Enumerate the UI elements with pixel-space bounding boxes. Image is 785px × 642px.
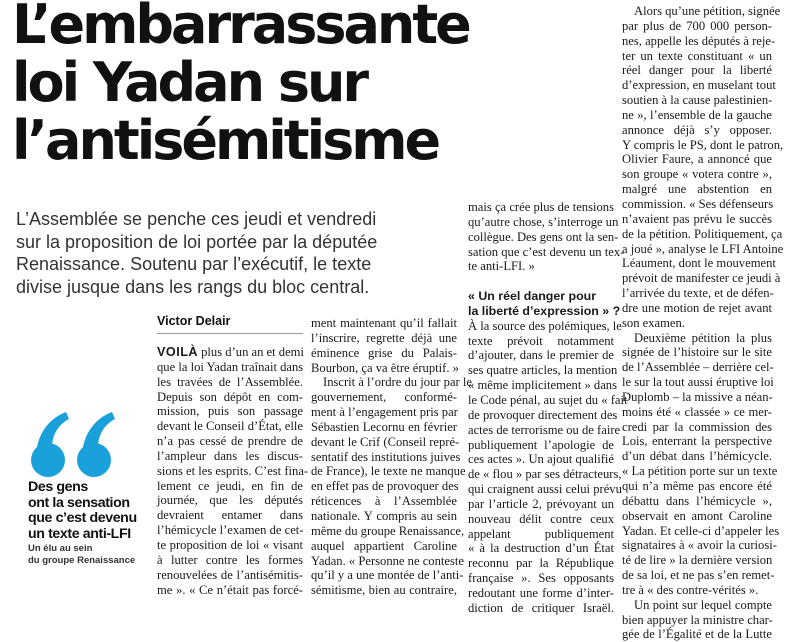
- article-line: [468, 274, 614, 289]
- article-line: té de lire » la dernière version: [622, 553, 773, 568]
- article-line: sions et les esprits. C’est fina-: [157, 463, 309, 478]
- article-line: auquel appartient Caroline: [311, 538, 457, 553]
- article-line: Léaument, dont le mouvement: [622, 256, 776, 271]
- subheading-line: la liberté d’expression » ?: [468, 303, 621, 318]
- standfirst-line: divise jusque dans les rangs du bloc central.: [16, 276, 370, 297]
- pull-quote-line: que c’est devenu: [28, 510, 137, 527]
- article-line: Duplomb – la missive a néan-: [622, 389, 773, 404]
- article-line: bien appuyer la ministre char-: [622, 612, 773, 627]
- pull-quote-line: ont la sensation: [28, 494, 130, 511]
- article-line: Yadan. Et celle-ci d’appeler les: [622, 523, 780, 538]
- article-line: ces actes ». Un ajout qualifié: [468, 452, 614, 467]
- article-line: sémitisme, bien au contraire,: [311, 583, 457, 598]
- article-line: nationale. Y compris au sein: [311, 508, 457, 523]
- article-line: son examen.: [622, 315, 685, 330]
- article-line: Olivier Faure, a annoncé que: [622, 152, 772, 167]
- article-line: nes, appelle les députés à reje-: [622, 33, 776, 48]
- article-line: par plus de 700 000 person-: [622, 18, 772, 33]
- article-line: ment à l’engagement pris par: [311, 405, 458, 420]
- article-line: [157, 345, 303, 360]
- article-line: redoutant une forme d’inter-: [468, 585, 614, 600]
- article-line: d’un débat dans l’hémicycle.: [622, 449, 772, 464]
- article-line: ses quatre articles, la mention: [468, 363, 618, 378]
- article-column-4: [622, 4, 784, 642]
- headline: [12, 0, 512, 170]
- pull-quote-line: Des gens: [28, 479, 88, 495]
- article-line: le Code pénal, au sujet du « fait: [468, 392, 628, 407]
- article-line: l’ampleur dans les discus-: [157, 448, 303, 463]
- article-line: journée, que les députés: [157, 493, 303, 508]
- article-line: publiquement l’apologie de: [468, 437, 614, 452]
- headline-line: L’embarrassante: [12, 0, 469, 56]
- article-line: ne », l’ensemble de la gauche: [622, 107, 772, 122]
- article-line: Y compris le PS, dont le patron,: [622, 137, 784, 152]
- headline-line: l’antisémitisme: [12, 109, 439, 172]
- article-line: a joué », analyse le LFI Antoine: [622, 241, 784, 256]
- article-line: en effet pas de provoquer des: [311, 479, 459, 494]
- article-column-3: [468, 200, 628, 616]
- article-line: devant le Crif (Conseil repré-: [311, 434, 460, 449]
- article-line: tre à « des contre-vérités ».: [622, 582, 759, 597]
- byline: Victor Delair: [157, 314, 231, 328]
- article-line: « à la destruction d’un État: [468, 541, 614, 556]
- article-line: te proposition de loi « visant: [157, 537, 303, 552]
- article-line: n’avaient pas prévu le succès: [622, 211, 772, 226]
- article-line: que la loi Yadan traînait dans: [157, 359, 304, 374]
- article-line: moins été « classée » ce mer-: [622, 404, 772, 419]
- article-line: par l’article 2, prévoyant un: [468, 496, 614, 511]
- article-line: te anti-LFI. »: [468, 259, 535, 274]
- article-line: signataires à « avoir la curiosi-: [622, 538, 777, 553]
- article-line: actes de terrorisme ou de faire: [468, 422, 621, 437]
- article-line: « même implicitement » dans: [468, 378, 617, 393]
- standfirst: [16, 208, 456, 298]
- article-line: reconnu par la République: [468, 556, 614, 571]
- article-line: les travées de l’Assemblée.: [157, 374, 303, 389]
- article-line: gouvernement, conformé-: [311, 390, 457, 405]
- article-line: Depuis son dépôt en com-: [157, 389, 303, 404]
- article-line: malgré une abstention en: [622, 182, 772, 197]
- standfirst-line: Renaissance. Soutenu par l’exécutif, le texte: [16, 254, 372, 274]
- article-line: Inscrit à l’ordre du jour par le: [323, 375, 472, 390]
- article-line: devraient entamer dans: [157, 508, 303, 523]
- article-line: gée de l’Égalité et de la Lutte: [622, 627, 772, 642]
- article-line: de « flou » par ses détracteurs,: [468, 467, 622, 482]
- article-line: sation que c’est devenu un tex-: [468, 244, 625, 259]
- article-line: credi par la commission des: [622, 419, 772, 434]
- article-line: de provoquer directement des: [468, 407, 618, 422]
- article-line: qui craignent aussi celui prévu: [468, 482, 622, 497]
- quote-mark-icon: [28, 408, 120, 480]
- article-line: lement ce jeudi, en fin de: [157, 478, 303, 493]
- article-line: le sur la tout aussi éruptive loi: [622, 375, 774, 390]
- article-line: réel danger pour la liberté: [622, 63, 772, 78]
- article-column-2: [311, 316, 472, 598]
- lead-text: plus d’un an et demi: [197, 345, 304, 359]
- pull-quote-credit-line: Un élu au sein: [28, 543, 93, 554]
- article-line: renouvelées de l’antisémitis-: [157, 567, 303, 582]
- article-line: prévoit de manifester ce jeudi à: [622, 271, 781, 286]
- article-line: nouveau délit contre ceux: [468, 511, 614, 526]
- lead-kicker: VOILÀ: [157, 345, 198, 359]
- article-line: n’a pas cessé de prendre de: [157, 434, 303, 449]
- article-line: Alors qu’une pétition, signée: [634, 4, 781, 18]
- article-line: éminence grise du Palais-: [311, 345, 457, 360]
- article-line: mais ça crée plus de tensions: [468, 200, 614, 214]
- article-line: texte prévoit notamment: [468, 333, 614, 348]
- article-line: soutien à la cause palestinien-: [622, 93, 773, 108]
- byline-divider: [157, 333, 303, 334]
- pull-quote-line: un texte anti-LFI: [28, 525, 131, 542]
- article-line: « La pétition porte sur un texte: [622, 464, 778, 479]
- pull-quote: [28, 480, 156, 542]
- article-line: diction de critiquer Israël.: [468, 600, 614, 615]
- article-line: Sébastien Lecornu en février: [311, 419, 457, 434]
- pull-quote-credit: [28, 543, 156, 567]
- article-line: sentatif des institutions juives: [311, 449, 461, 464]
- article-line: son groupe « votera contre »,: [622, 167, 772, 182]
- article-line: qu’il y a une montée de l’anti-: [311, 568, 464, 583]
- article-line: Deuxième pétition la plus: [634, 330, 772, 345]
- article-line: observait en amont Caroline: [622, 508, 772, 523]
- article-line: de la pétition. Politiquement, ça: [622, 226, 783, 241]
- article-line: devant le Conseil d’État, elle: [157, 419, 303, 434]
- article-line: ment maintenant qu’il fallait: [311, 316, 457, 330]
- standfirst-line: L’Assemblée se penche ces jeudi et vendredi: [16, 209, 377, 229]
- article-line: d’ajouter, dans le premier de: [468, 348, 614, 363]
- article-line: à lutter contre les formes: [157, 552, 303, 567]
- article-line: réticences à l’Assemblée: [311, 494, 457, 509]
- article-line: dre une motion de rejet avant: [622, 300, 772, 315]
- article-line: appelant publiquement: [468, 526, 614, 541]
- article-line: Lois, enterrant la perspective: [622, 434, 772, 449]
- article-line: commission. « Ses défenseurs: [622, 196, 774, 211]
- article-line: qui n’a même pas encore été: [622, 479, 772, 493]
- standfirst-line: sur la proposition de loi portée par la députée: [16, 231, 378, 252]
- article-line: qu’autre chose, s’interroge un: [468, 214, 619, 229]
- article-line: débattu dans l’hémicycle »,: [622, 493, 772, 508]
- article-line: l’inscrire, regrette déjà une: [311, 330, 457, 345]
- article-column-1: [157, 345, 309, 597]
- article-line: Bourbon, ça va être éruptif. »: [311, 360, 459, 375]
- article-line: Yadan. « Personne ne conteste: [311, 553, 464, 568]
- pull-quote-credit-line: du groupe Renaissance: [28, 555, 136, 566]
- article-line: À la source des polémiques, le: [468, 318, 622, 333]
- article-line: de l’Assemblée – derrière cel-: [622, 360, 774, 375]
- article-line: signée de l’histoire sur le site: [622, 345, 772, 360]
- article-line: collègue. Des gens ont la sen-: [468, 229, 619, 244]
- article-line: l’arrivée du texte, et de défen-: [622, 286, 774, 301]
- article-line: Un point sur lequel compte: [634, 597, 772, 612]
- article-line: l’hémicycle l’examen de cet-: [157, 523, 304, 538]
- article-line: d’expression, en muselant tout: [622, 78, 776, 93]
- article-line: me ». « Ce n’était pas forcé-: [157, 582, 303, 597]
- subheading-line: « Un réel danger pour: [468, 289, 597, 304]
- article-line: même du groupe Renaissance,: [311, 523, 465, 538]
- article-line: de France), le texte ne manque: [311, 464, 466, 479]
- article-line: ter un texte constituant « un: [622, 48, 772, 63]
- article-line: mission, puis son passage: [157, 404, 303, 419]
- article-line: annonce déjà s’y opposer.: [622, 122, 772, 137]
- article-line: de sa loi, et ne pas s’en remet-: [622, 568, 775, 583]
- article-line: française ». Ses opposants: [468, 571, 614, 586]
- headline-line: loi Yadan sur: [12, 51, 367, 114]
